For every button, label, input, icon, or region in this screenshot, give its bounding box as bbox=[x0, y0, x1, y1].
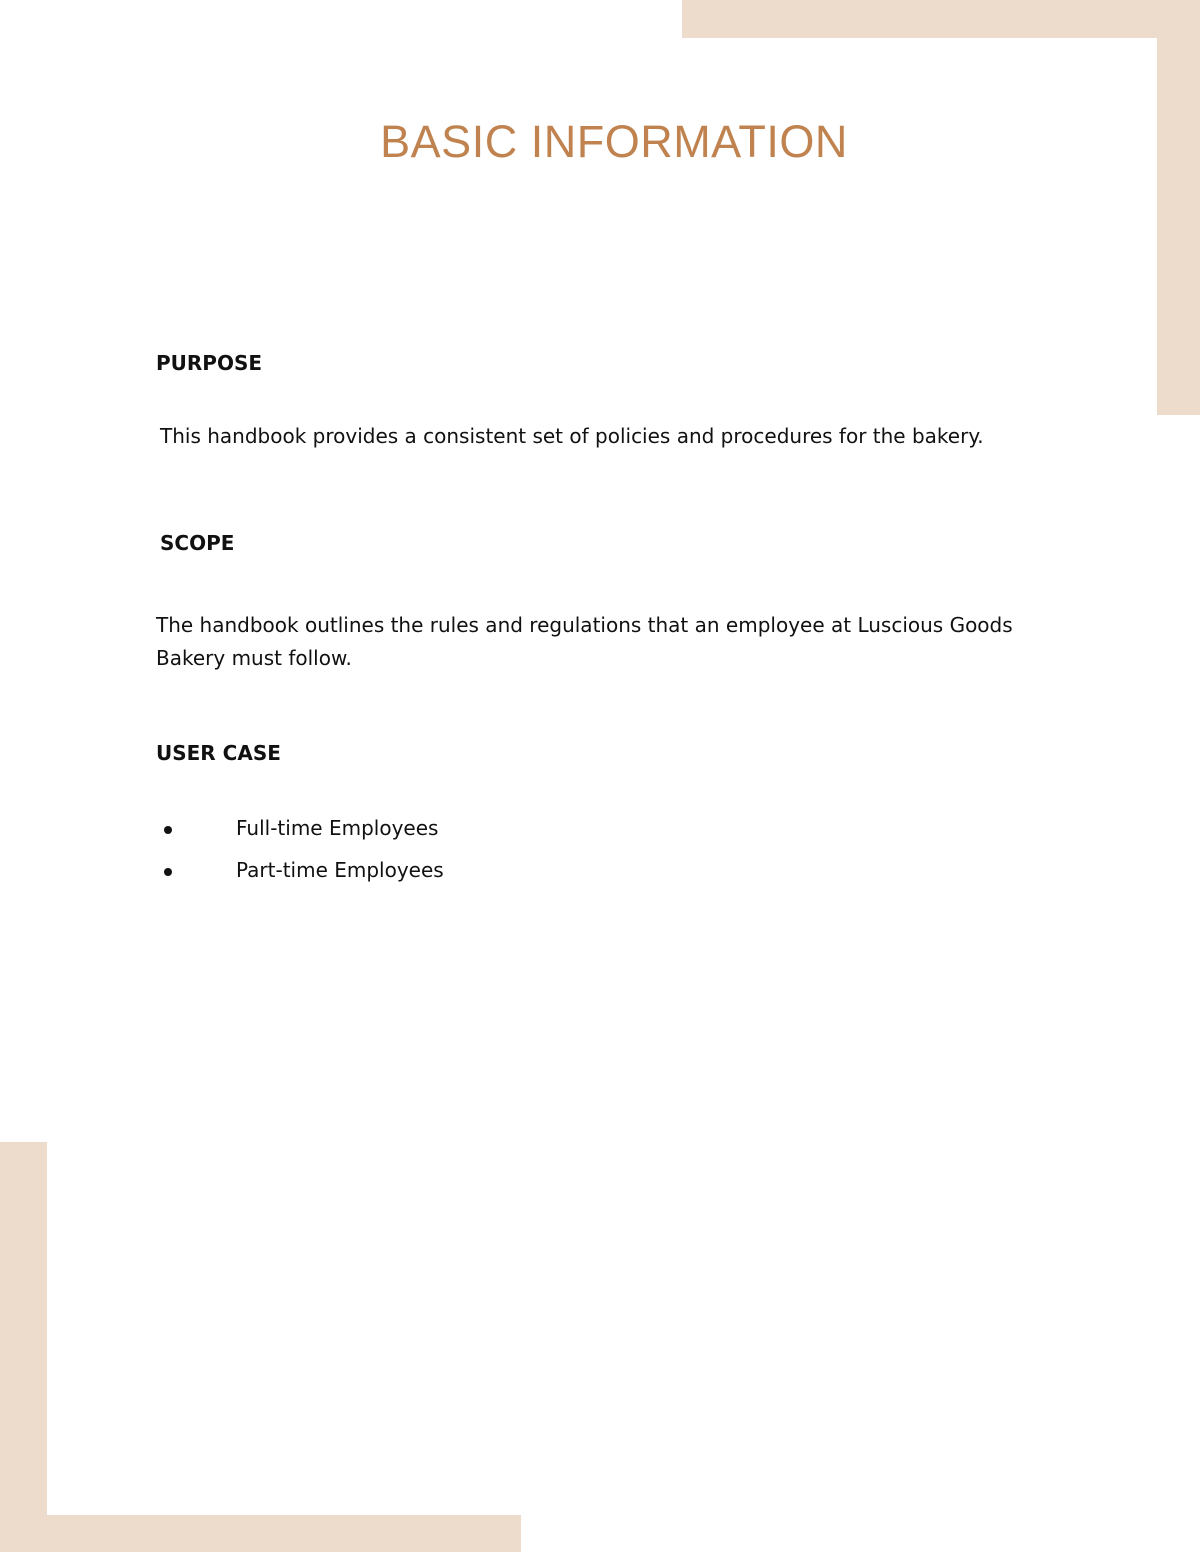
bullet-icon bbox=[164, 826, 172, 834]
decor-bottom-bar bbox=[0, 1515, 521, 1552]
list-item-label: Full-time Employees bbox=[236, 816, 439, 840]
decor-top-bar bbox=[682, 0, 1200, 38]
scope-heading: SCOPE bbox=[160, 531, 235, 555]
purpose-heading: PURPOSE bbox=[156, 351, 263, 375]
decor-right-bar bbox=[1157, 0, 1200, 415]
user-case-heading: USER CASE bbox=[156, 741, 281, 765]
page-title: BASIC INFORMATION bbox=[380, 116, 848, 167]
list-item-label: Part-time Employees bbox=[236, 858, 444, 882]
list-item bbox=[164, 816, 438, 840]
bullet-icon bbox=[164, 868, 172, 876]
purpose-text: This handbook provides a consistent set of policies and procedures for the bakery. bbox=[160, 424, 984, 448]
decor-left-bar bbox=[0, 1142, 47, 1552]
list-item bbox=[164, 858, 444, 882]
scope-text: The handbook outlines the rules and regulations that an employee at Luscious Goods Bakery must follow. bbox=[156, 613, 1013, 670]
